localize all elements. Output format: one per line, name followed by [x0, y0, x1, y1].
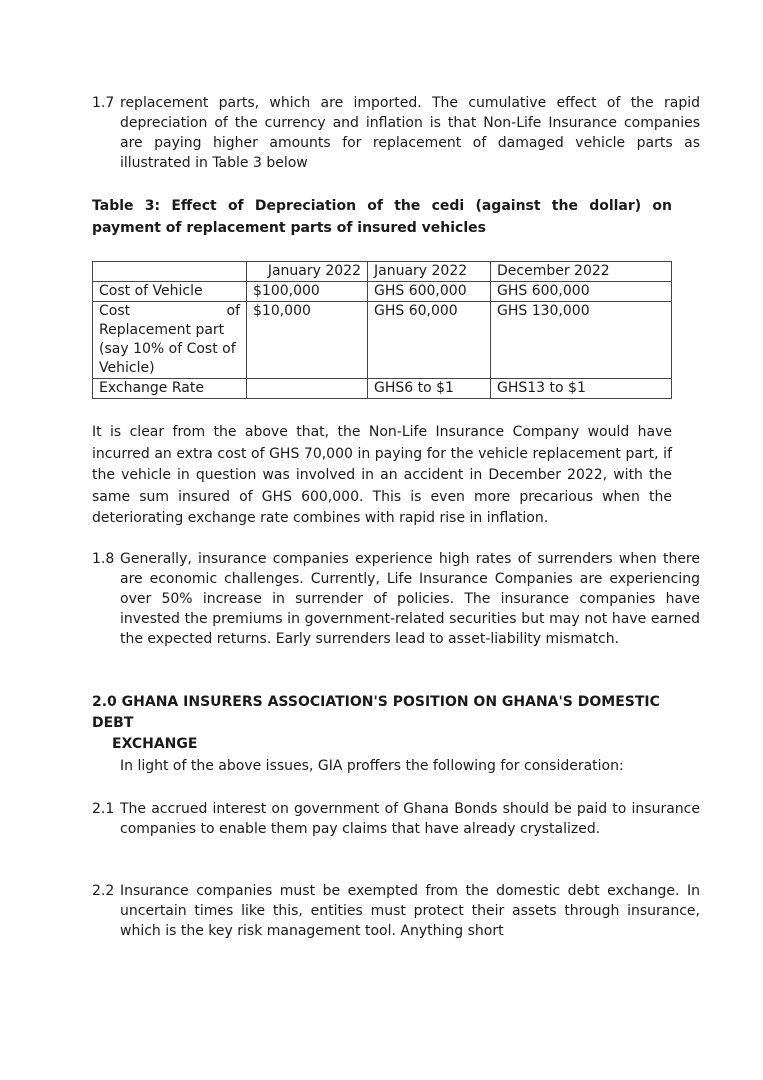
table-3 — [92, 261, 672, 399]
paragraph-number: 2.1 — [92, 801, 115, 817]
table-cell — [247, 379, 368, 399]
paragraph-number: 1.8 — [92, 551, 115, 567]
table-header-row — [93, 262, 672, 282]
table-caption: Table 3: Effect of Depreciation of the cedi (against the dollar) on payment of replacement parts of insured vehicles — [92, 198, 672, 236]
table-header-cell: December 2022 — [491, 262, 672, 282]
table-cell: $10,000 — [247, 302, 368, 379]
row-label-word: of — [226, 303, 240, 319]
row-label-rest: Replacement part (say 10% of Cost of Vehicle) — [99, 322, 236, 376]
row-label — [93, 302, 247, 379]
row-label: Exchange Rate — [93, 379, 247, 399]
section-heading-line: EXCHANGE — [112, 736, 198, 752]
paragraph-text: replacement parts, which are imported. The cumulative effect of the rapid depreciation of the currency and inflation is that Non-Life Insurance companies are paying higher amounts for replacement of damaged vehicle parts as illustrated in Table 3 below — [120, 95, 700, 171]
table-cell: GHS 60,000 — [368, 302, 491, 379]
table-cell: $100,000 — [247, 282, 368, 302]
paragraph-text: Generally, insurance companies experience high rates of surrenders when there are economic challenges. Currently, Life Insurance Companies are experiencing over 50% increase in surrender of policies. The insurance companies have invested the premiums in government-related securities but may not have earned the expected returns. Early surrenders lead to asset-liability mismatch. — [120, 551, 700, 647]
section-heading — [92, 692, 672, 755]
paragraph-number: 2.2 — [92, 883, 115, 899]
row-label: Cost of Vehicle — [93, 282, 247, 302]
table-header-cell: January 2022 — [368, 262, 491, 282]
table-cell: GHS 600,000 — [491, 282, 672, 302]
paragraph-2-2 — [92, 881, 700, 941]
paragraph-1-7 — [92, 93, 700, 173]
table-header-cell — [93, 262, 247, 282]
table-cell: GHS13 to $1 — [491, 379, 672, 399]
paragraph-1-8 — [92, 549, 700, 649]
section-intro: In light of the above issues, GIA proffers the following for consideration: — [120, 758, 624, 774]
section-heading-line: 2.0 GHANA INSURERS ASSOCIATION'S POSITION ON GHANA'S DOMESTIC DEBT — [92, 694, 660, 731]
table-row — [93, 379, 672, 399]
table-cell: GHS 600,000 — [368, 282, 491, 302]
table-row — [93, 302, 672, 379]
paragraph-text: Insurance companies must be exempted from the domestic debt exchange. In uncertain times like this, entities must protect their assets through insurance, which is the key risk management tool. Anything short — [120, 883, 700, 939]
row-label-word: Cost — [99, 303, 131, 319]
paragraph-2-1 — [92, 799, 700, 839]
table-cell: GHS 130,000 — [491, 302, 672, 379]
table-row — [93, 282, 672, 302]
table-cell: GHS6 to $1 — [368, 379, 491, 399]
paragraph-after-table: It is clear from the above that, the Non-Life Insurance Company would have incurred an extra cost of GHS 70,000 in paying for the vehicle replacement part, if the vehicle in question was involved in an accident in December 2022, with the same sum insured of GHS 600,000. This is even more precarious when the deteriorating exchange rate combines with rapid rise in inflation. — [92, 424, 672, 526]
paragraph-number: 1.7 — [92, 95, 115, 111]
paragraph-text: The accrued interest on government of Ghana Bonds should be paid to insurance companies to enable them pay claims that have already crystalized. — [120, 801, 700, 837]
table-header-cell: January 2022 — [247, 262, 368, 282]
